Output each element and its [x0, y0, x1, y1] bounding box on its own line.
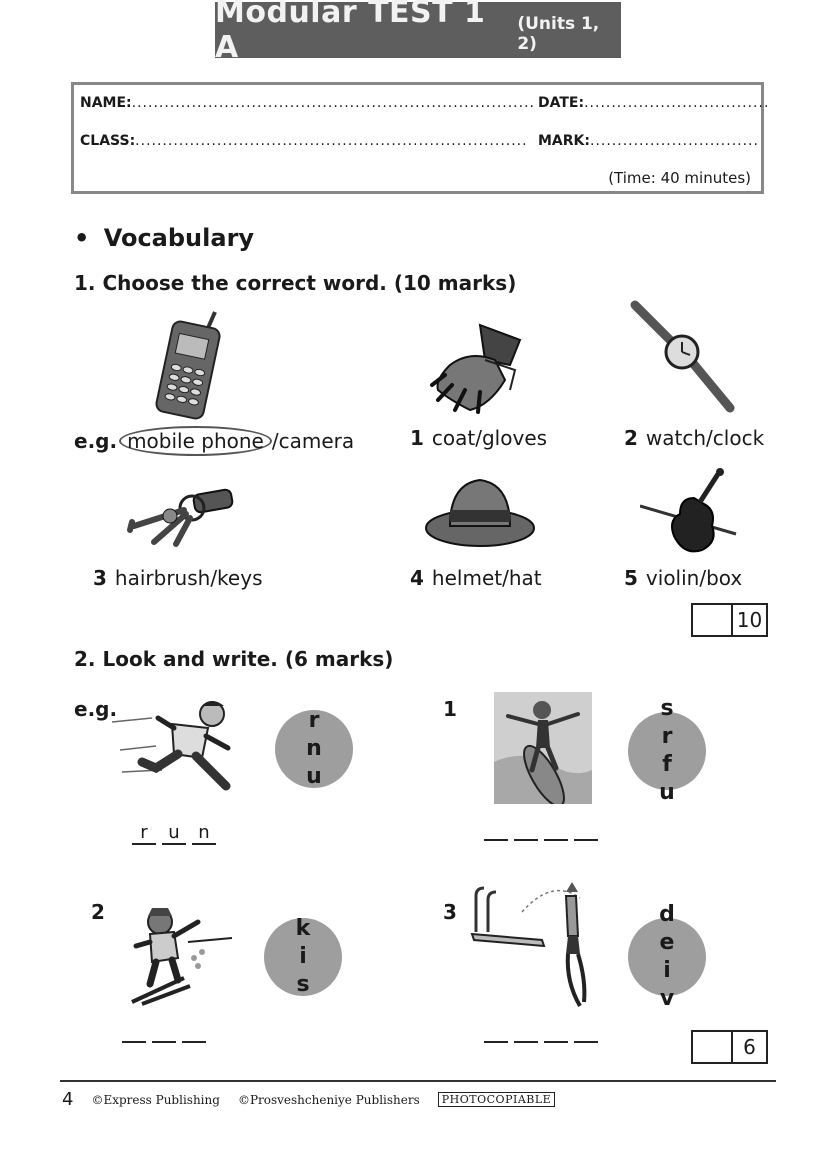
task1-example: e.g. mobile phone /camera: [74, 426, 354, 456]
test-units: (Units 1, 2): [517, 14, 600, 54]
letters-disc-2: k i s: [264, 918, 342, 996]
task1-title: 1. Choose the correct word. (10 marks): [74, 271, 517, 295]
task2-item-3-num: 3: [443, 900, 457, 924]
task1-score-box[interactable]: [691, 603, 768, 637]
violin-icon: [640, 468, 740, 560]
running-boy-icon: [112, 696, 238, 800]
watch-icon: [630, 300, 740, 420]
title-banner: [215, 0, 621, 65]
answer-blanks-1[interactable]: [484, 826, 604, 845]
date-field[interactable]: DATE:..................................: [538, 95, 770, 111]
test-title: Modular TEST 1 A: [215, 0, 486, 65]
letters-disc-3: d e i v: [628, 918, 706, 996]
answer-blanks-2[interactable]: [122, 1028, 212, 1047]
score-max: 6: [743, 1035, 756, 1059]
skier-icon: [128, 902, 236, 1006]
name-field[interactable]: NAME:..........................................................................: [80, 95, 535, 111]
score-max: 10: [736, 608, 763, 632]
footer: [62, 1089, 555, 1110]
student-info-box: [71, 82, 770, 194]
score-entry[interactable]: [693, 605, 733, 635]
answer-blanks-3[interactable]: [484, 1028, 604, 1047]
task1-item-2[interactable]: 2 watch/clock: [624, 426, 765, 450]
time-note: (Time: 40 minutes): [608, 169, 751, 187]
publisher-1: ©Express Publishing: [91, 1092, 220, 1107]
hat-icon: [424, 474, 536, 552]
surfer-icon: [494, 692, 592, 804]
task2-item-2-num: 2: [91, 900, 105, 924]
task1-item-3[interactable]: 3 hairbrush/keys: [93, 566, 263, 590]
letters-disc-example: r n u: [275, 710, 353, 788]
letters-disc-1: s r f u: [628, 712, 706, 790]
circled-answer[interactable]: mobile phone: [119, 426, 272, 456]
task1-item-5[interactable]: 5 violin/box: [624, 566, 743, 590]
mark-field[interactable]: MARK:...............................: [538, 133, 759, 149]
class-field[interactable]: CLASS:........................................................................: [80, 133, 528, 149]
footer-divider: [60, 1080, 776, 1082]
publisher-2: ©Prosveshcheniye Publishers: [237, 1092, 420, 1107]
answer-example: r u n: [132, 822, 222, 845]
task1-item-1[interactable]: 1 coat/gloves: [410, 426, 548, 450]
task2-example-num: e.g.: [74, 697, 118, 721]
page-number: 4: [62, 1089, 74, 1110]
score-entry[interactable]: [693, 1032, 733, 1062]
task2-item-1-num: 1: [443, 697, 457, 721]
photocopiable-badge: PHOTOCOPIABLE: [438, 1092, 555, 1107]
keys-icon: [124, 486, 236, 548]
mobile-phone-icon: [150, 310, 230, 420]
diver-icon: [462, 882, 608, 1008]
section-heading: • Vocabulary: [74, 224, 255, 252]
task1-item-4[interactable]: 4 helmet/hat: [410, 566, 542, 590]
task2-title: 2. Look and write. (6 marks): [74, 647, 394, 671]
gloves-icon: [430, 320, 530, 415]
task2-score-box[interactable]: [691, 1030, 768, 1064]
